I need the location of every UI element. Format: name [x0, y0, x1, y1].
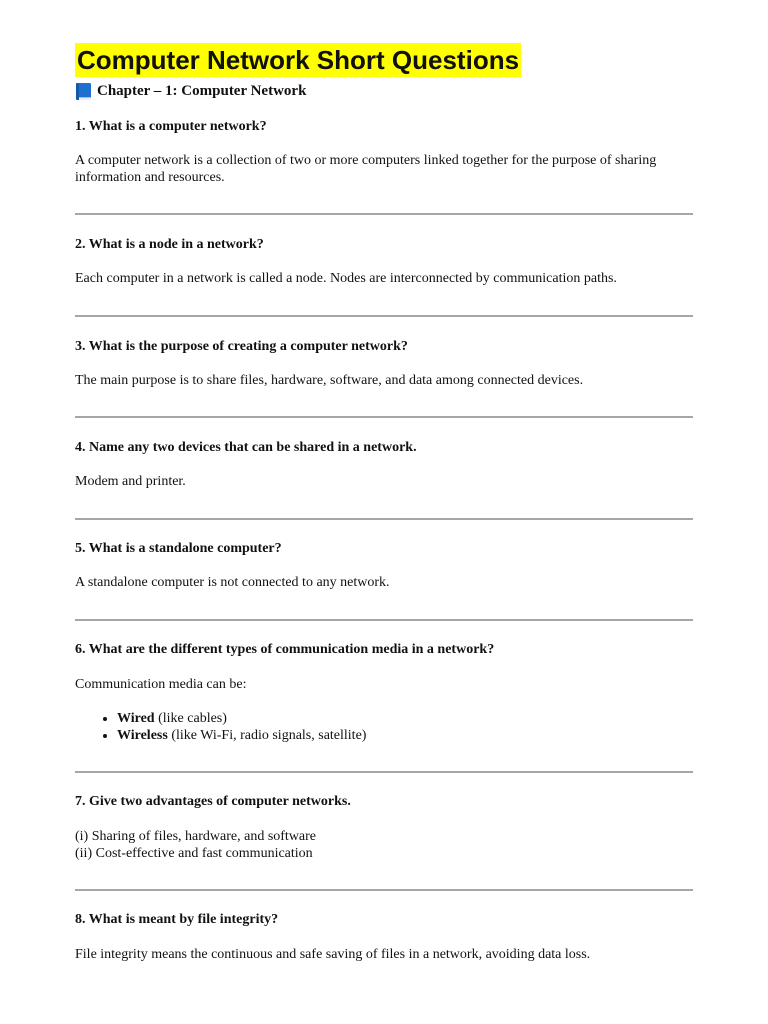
media-list: [75, 710, 366, 744]
question-1: 1. What is a computer network?: [75, 119, 267, 134]
divider: [75, 889, 693, 891]
chapter-title: Chapter – 1: Computer Network: [97, 83, 307, 99]
qa-item-7: [75, 793, 693, 861]
answer-4: Modem and printer.: [75, 474, 186, 489]
divider: [75, 416, 693, 418]
answer-6: Communication media can be:: [75, 677, 247, 692]
divider: [75, 213, 693, 215]
answer-1-line-1: A computer network is a collection of two or more computers linked together for the purpose of sharing: [75, 153, 657, 168]
divider: [75, 518, 693, 520]
question-5: 5. What is a standalone computer?: [75, 541, 282, 556]
qa-item-6: [75, 641, 693, 743]
qa-item-1: [75, 118, 693, 185]
blue-book-icon: [75, 82, 92, 101]
qa-item-4: [75, 439, 693, 489]
answer-7-line-1: (i) Sharing of files, hardware, and software: [75, 829, 317, 844]
question-2: 2. What is a node in a network?: [75, 237, 264, 252]
answer-5: A standalone computer is not connected to any network.: [75, 575, 390, 590]
list-item: [117, 710, 366, 727]
bullet-2-text: (like Wi-Fi, radio signals, satellite): [167, 728, 367, 743]
answer-8: File integrity means the continuous and safe saving of files in a network, avoiding data loss.: [75, 947, 591, 962]
question-6: 6. What are the different types of communication media in a network?: [75, 642, 495, 657]
answer-2: Each computer in a network is called a node. Nodes are interconnected by communication paths.: [75, 271, 617, 286]
qa-item-3: [75, 338, 693, 388]
bullet-2-bold: Wireless: [117, 728, 168, 743]
chapter-heading: [75, 80, 306, 102]
answer-1-line-2: information and resources.: [75, 170, 225, 185]
answer-7-line-2: (ii) Cost-effective and fast communication: [75, 846, 313, 861]
question-3: 3. What is the purpose of creating a computer network?: [75, 339, 408, 354]
bullet-1-bold: Wired: [117, 711, 155, 726]
divider: [75, 619, 693, 621]
page-title: Computer Network Short Questions: [77, 45, 520, 75]
question-8: 8. What is meant by file integrity?: [75, 912, 279, 927]
qa-item-5: [75, 540, 693, 590]
qa-item-8: [75, 911, 693, 962]
list-item: [117, 727, 366, 744]
qa-item-2: [75, 236, 693, 286]
question-7: 7. Give two advantages of computer networks.: [75, 794, 351, 809]
question-4: 4. Name any two devices that can be shared in a network.: [75, 440, 417, 455]
bullet-1-text: (like cables): [154, 711, 227, 726]
answer-3: The main purpose is to share files, hardware, software, and data among connected devices.: [75, 373, 584, 388]
divider: [75, 771, 693, 773]
divider: [75, 315, 693, 317]
